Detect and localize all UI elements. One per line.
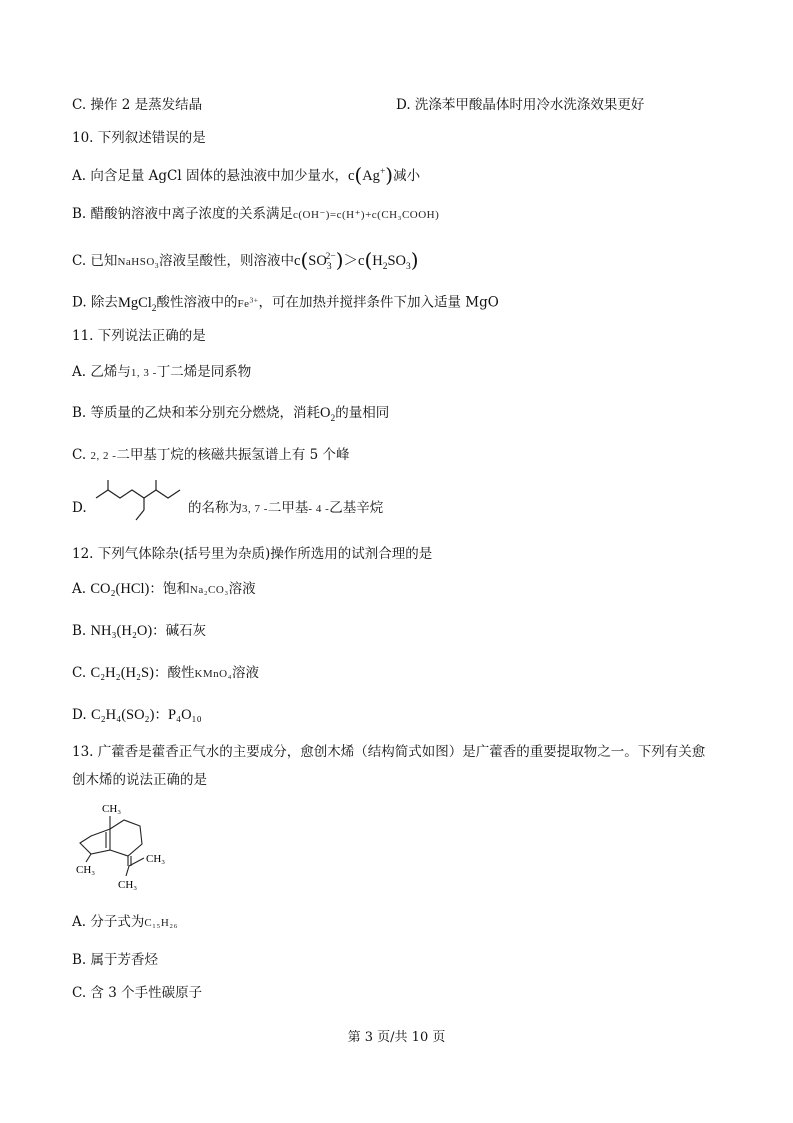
q13-option-c: C. 含 3 个手性碳原子 [72,985,203,1001]
q13-stem-line2: 创木烯的说法正确的是 [72,772,207,788]
q12-option-a: A. CO₂(HCl)：饱和Na₂CO₃溶液 [72,581,256,597]
q11-skeletal-structure [92,478,188,524]
svg-text:CH₃: CH₃ [102,803,122,815]
q13-option-b: B. 属于芳香烃 [72,952,159,968]
q13-option-a: A. 分子式为C₁₅H₂₆ [72,914,178,930]
q11-option-a: A. 乙烯与1, 3 -丁二烯是同系物 [72,364,252,380]
q10-option-d: D. 除去MgCl$_2$酸性溶液中的$Fe^{3+}$，可在加热并搅拌条件下加入适量 MgO [72,294,499,314]
q11-option-d-text: 的名称为3, 7 -二甲基- 4 -乙基辛烷 [188,500,384,516]
svg-text:CH₃: CH₃ [146,853,166,865]
q10-option-a: A. 向含足量 AgCl 固体的悬浊液中加少量水，c(Ag+)减小 [72,162,421,187]
q11-option-c: C. 2, 2 -二甲基丁烷的核磁共振氢谱上有 5 个峰 [72,447,350,463]
q9-option-c: C. 操作 2 是蒸发结晶 [72,97,203,113]
q12-option-d: D. C₂H₄(SO₂)：P₄O₁₀ [72,707,202,723]
q12-option-c: C. C₂H₂(H₂S)：酸性KMnO₄溶液 [72,665,259,681]
q10-stem: 10. 下列叙述错误的是 [72,130,206,146]
q12-option-b: B. NH₃(H₂O)：碱石灰 [72,623,207,639]
q13-stem-line1: 13. 广藿香是藿香正气水的主要成分，愈创木烯（结构简式如图）是广藿香的重要提取物之一。下列有关愈 [72,744,706,760]
q10-option-c: C. 已知NaHSO$_3$溶液呈酸性，则溶液中$c(SO_3^{2-})>c(H_2SO_3)$ [72,247,419,272]
q11-stem: 11. 下列说法正确的是 [72,328,206,344]
q11-option-b: B. 等质量的乙炔和苯分别充分燃烧，消耗$O_2$的量相同 [72,405,390,424]
q11-option-d-label: D. [72,500,87,516]
svg-text:CH₃: CH₃ [118,879,138,891]
q10-option-b: B. 醋酸钠溶液中离子浓度的关系满足c(OH⁻)=c(H⁺)+c(CH₃COOH) [72,206,440,222]
svg-text:CH₃: CH₃ [76,864,96,876]
q12-stem: 12. 下列气体除杂(括号里为杂质)操作所选用的试剂合理的是 [72,546,433,562]
page-footer: 第 3 页/共 10 页 [347,1030,446,1045]
q9-option-d: D. 洗涤苯甲酸晶体时用冷水洗涤效果更好 [396,97,645,113]
guaiene-structure [66,796,186,892]
